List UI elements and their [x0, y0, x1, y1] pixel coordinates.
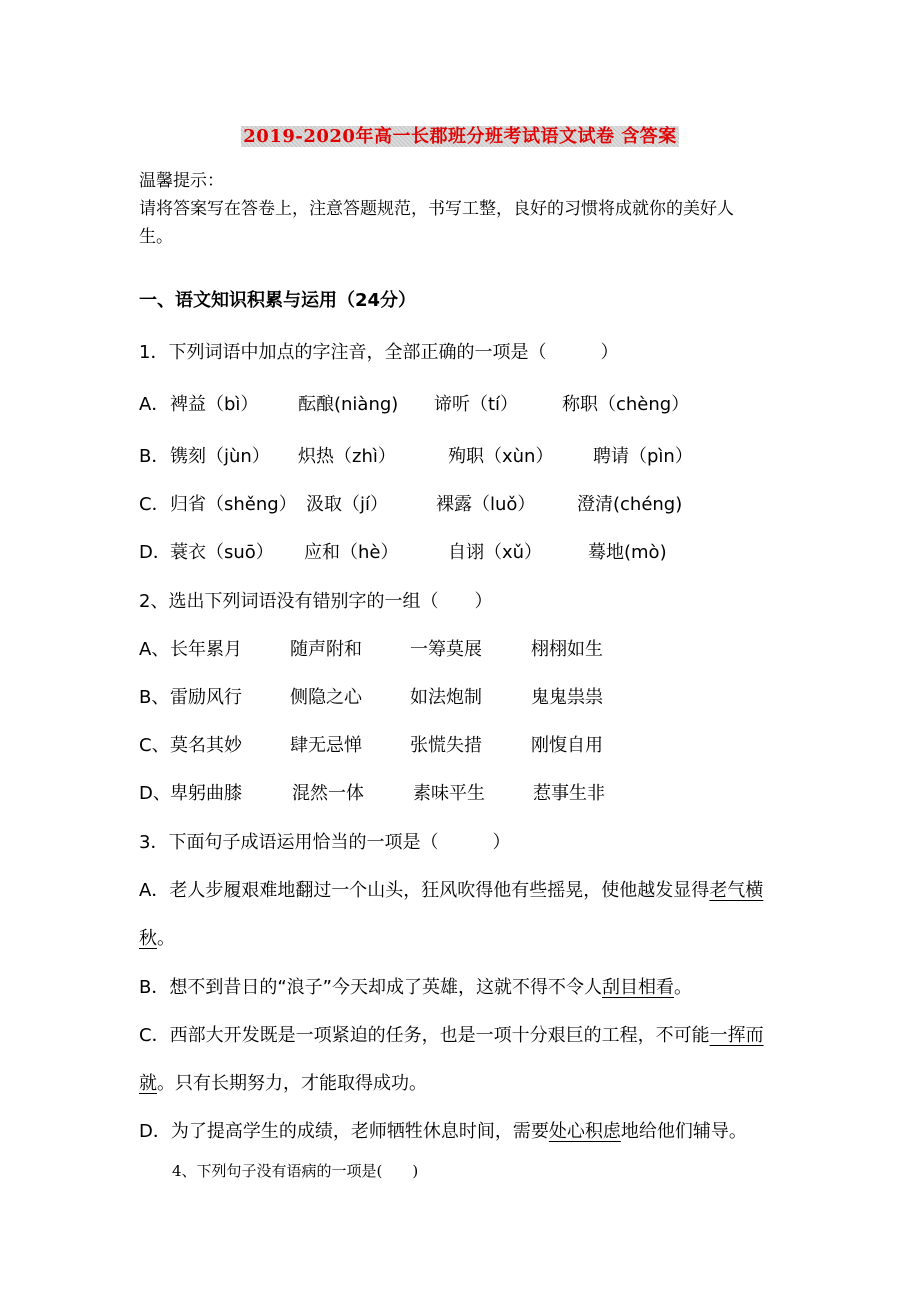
- q1-c-item-1: 归省（shěng）: [170, 494, 297, 515]
- q1-stem: 1．下列词语中加点的字注音，全部正确的一项是（ ）: [139, 342, 619, 363]
- q3-option-c-line-2: [139, 1069, 427, 1095]
- q2-option-label-b: B、: [139, 687, 170, 708]
- q2-d-item-2: 混然一体: [292, 783, 364, 804]
- q2-c-item-1: 莫名其妙: [170, 735, 242, 756]
- q1-d-item-1: 蓑衣（suō）: [170, 542, 274, 563]
- q3-option-a-line-1: [139, 876, 763, 902]
- tip-line-2: 生。: [139, 227, 173, 247]
- q3-option-a-line-2: [139, 924, 175, 950]
- q2-b-item-1: 雷励风行: [170, 687, 242, 708]
- q2-b-item-2: 侧隐之心: [290, 687, 362, 708]
- q2-option-label-c: C、: [139, 735, 170, 756]
- q3-a-idiom-part-1: 老气横: [709, 880, 764, 901]
- q3-d-text: D．为了提高学生的成绩，老师牺牲休息时间，需要: [139, 1121, 549, 1142]
- q2-b-item-4: 鬼鬼祟祟: [531, 687, 603, 708]
- q2-d-item-1: 卑躬曲膝: [170, 783, 242, 804]
- q2-b-item-3: 如法炮制: [410, 687, 482, 708]
- q3-d-end: 地给他们辅导。: [620, 1121, 747, 1142]
- q2-a-item-4: 栩栩如生: [531, 639, 603, 660]
- q3-a-idiom-part-2: 秋: [139, 928, 157, 949]
- page-title: 2019-2020年高一长郡班分班考试语文试卷 含答案: [243, 126, 677, 147]
- q1-d-item-4: 蓦地(mò): [588, 542, 667, 563]
- q2-c-item-2: 肆无忌惮: [290, 735, 362, 756]
- q3-c-idiom-part-2: 就: [139, 1073, 157, 1094]
- q3-a-text: A．老人步履艰难地翻过一个山头，狂风吹得他有些摇晃，使他越发显得: [139, 880, 710, 901]
- q1-b-item-4: 聘请（pìn）: [593, 446, 693, 467]
- q3-c-text: C．西部大开发既是一项紧迫的任务，也是一项十分艰巨的工程，不可能: [139, 1025, 710, 1046]
- q1-option-label-c: C．: [139, 494, 170, 515]
- q1-d-item-2: 应和（hè）: [304, 542, 399, 563]
- q1-c-item-4: 澄清(chéng): [577, 494, 683, 515]
- q3-option-c-line-1: [139, 1021, 764, 1047]
- q1-a-item-1: 裨益（bì）: [170, 394, 259, 415]
- q1-d-item-3: 自诩（xǔ）: [448, 542, 543, 563]
- q1-a-item-3: 谛听（tí）: [434, 394, 519, 415]
- q2-stem: 2、选出下列词语没有错别字的一组（ ）: [139, 591, 493, 612]
- q1-b-item-3: 殉职（xùn）: [448, 446, 554, 467]
- q2-a-item-1: 长年累月: [170, 639, 242, 660]
- q3-b-text: B．想不到昔日的“浪子”今天却成了英雄，这就不得不令人: [139, 977, 602, 998]
- q1-option-label-d: D．: [139, 542, 171, 563]
- q1-a-item-2: 酝酿(niàng): [298, 394, 399, 415]
- q1-option-label-a: A．: [139, 394, 170, 415]
- q3-stem: 3．下面句子成语运用恰当的一项是（ ）: [139, 832, 511, 853]
- q2-a-item-2: 随声附和: [290, 639, 362, 660]
- q2-c-item-3: 张慌失措: [410, 735, 482, 756]
- q2-option-label-d: D、: [139, 783, 171, 804]
- q3-d-idiom: 处心积虑: [548, 1121, 621, 1142]
- tip-heading: 温馨提示：: [139, 171, 224, 191]
- q1-c-item-3: 裸露（luǒ）: [436, 494, 536, 515]
- q2-c-item-4: 刚愎自用: [531, 735, 603, 756]
- q3-option-b: [139, 973, 692, 999]
- q2-d-item-4: 惹事生非: [533, 783, 605, 804]
- q2-a-item-3: 一筹莫展: [410, 639, 482, 660]
- q3-b-idiom: 刮目相看: [602, 977, 674, 998]
- q1-a-item-4: 称职（chèng）: [562, 394, 690, 415]
- q4-stem: 4、下列句子没有语病的一项是( ): [172, 1162, 419, 1180]
- q3-option-d: [139, 1117, 747, 1143]
- q3-c-idiom-part-1: 一挥而: [709, 1025, 764, 1046]
- q2-option-label-a: A、: [139, 639, 170, 660]
- q1-b-item-2: 炽热（zhì）: [298, 446, 396, 467]
- q1-b-item-1: 镌刻（jùn）: [170, 446, 270, 467]
- q3-c-end: 。只有长期努力，才能取得成功。: [157, 1073, 427, 1094]
- q3-b-end: 。: [674, 977, 692, 998]
- q2-d-item-3: 素味平生: [413, 783, 485, 804]
- q3-a-end: 。: [157, 928, 175, 949]
- q1-c-item-2: 汲取（jí）: [306, 494, 389, 515]
- q1-option-label-b: B．: [139, 446, 170, 467]
- tip-line-1: 请将答案写在答卷上，注意答题规范，书写工整，良好的习惯将成就你的美好人: [139, 199, 734, 219]
- section-heading: 一、语文知识积累与运用（24分）: [139, 290, 417, 311]
